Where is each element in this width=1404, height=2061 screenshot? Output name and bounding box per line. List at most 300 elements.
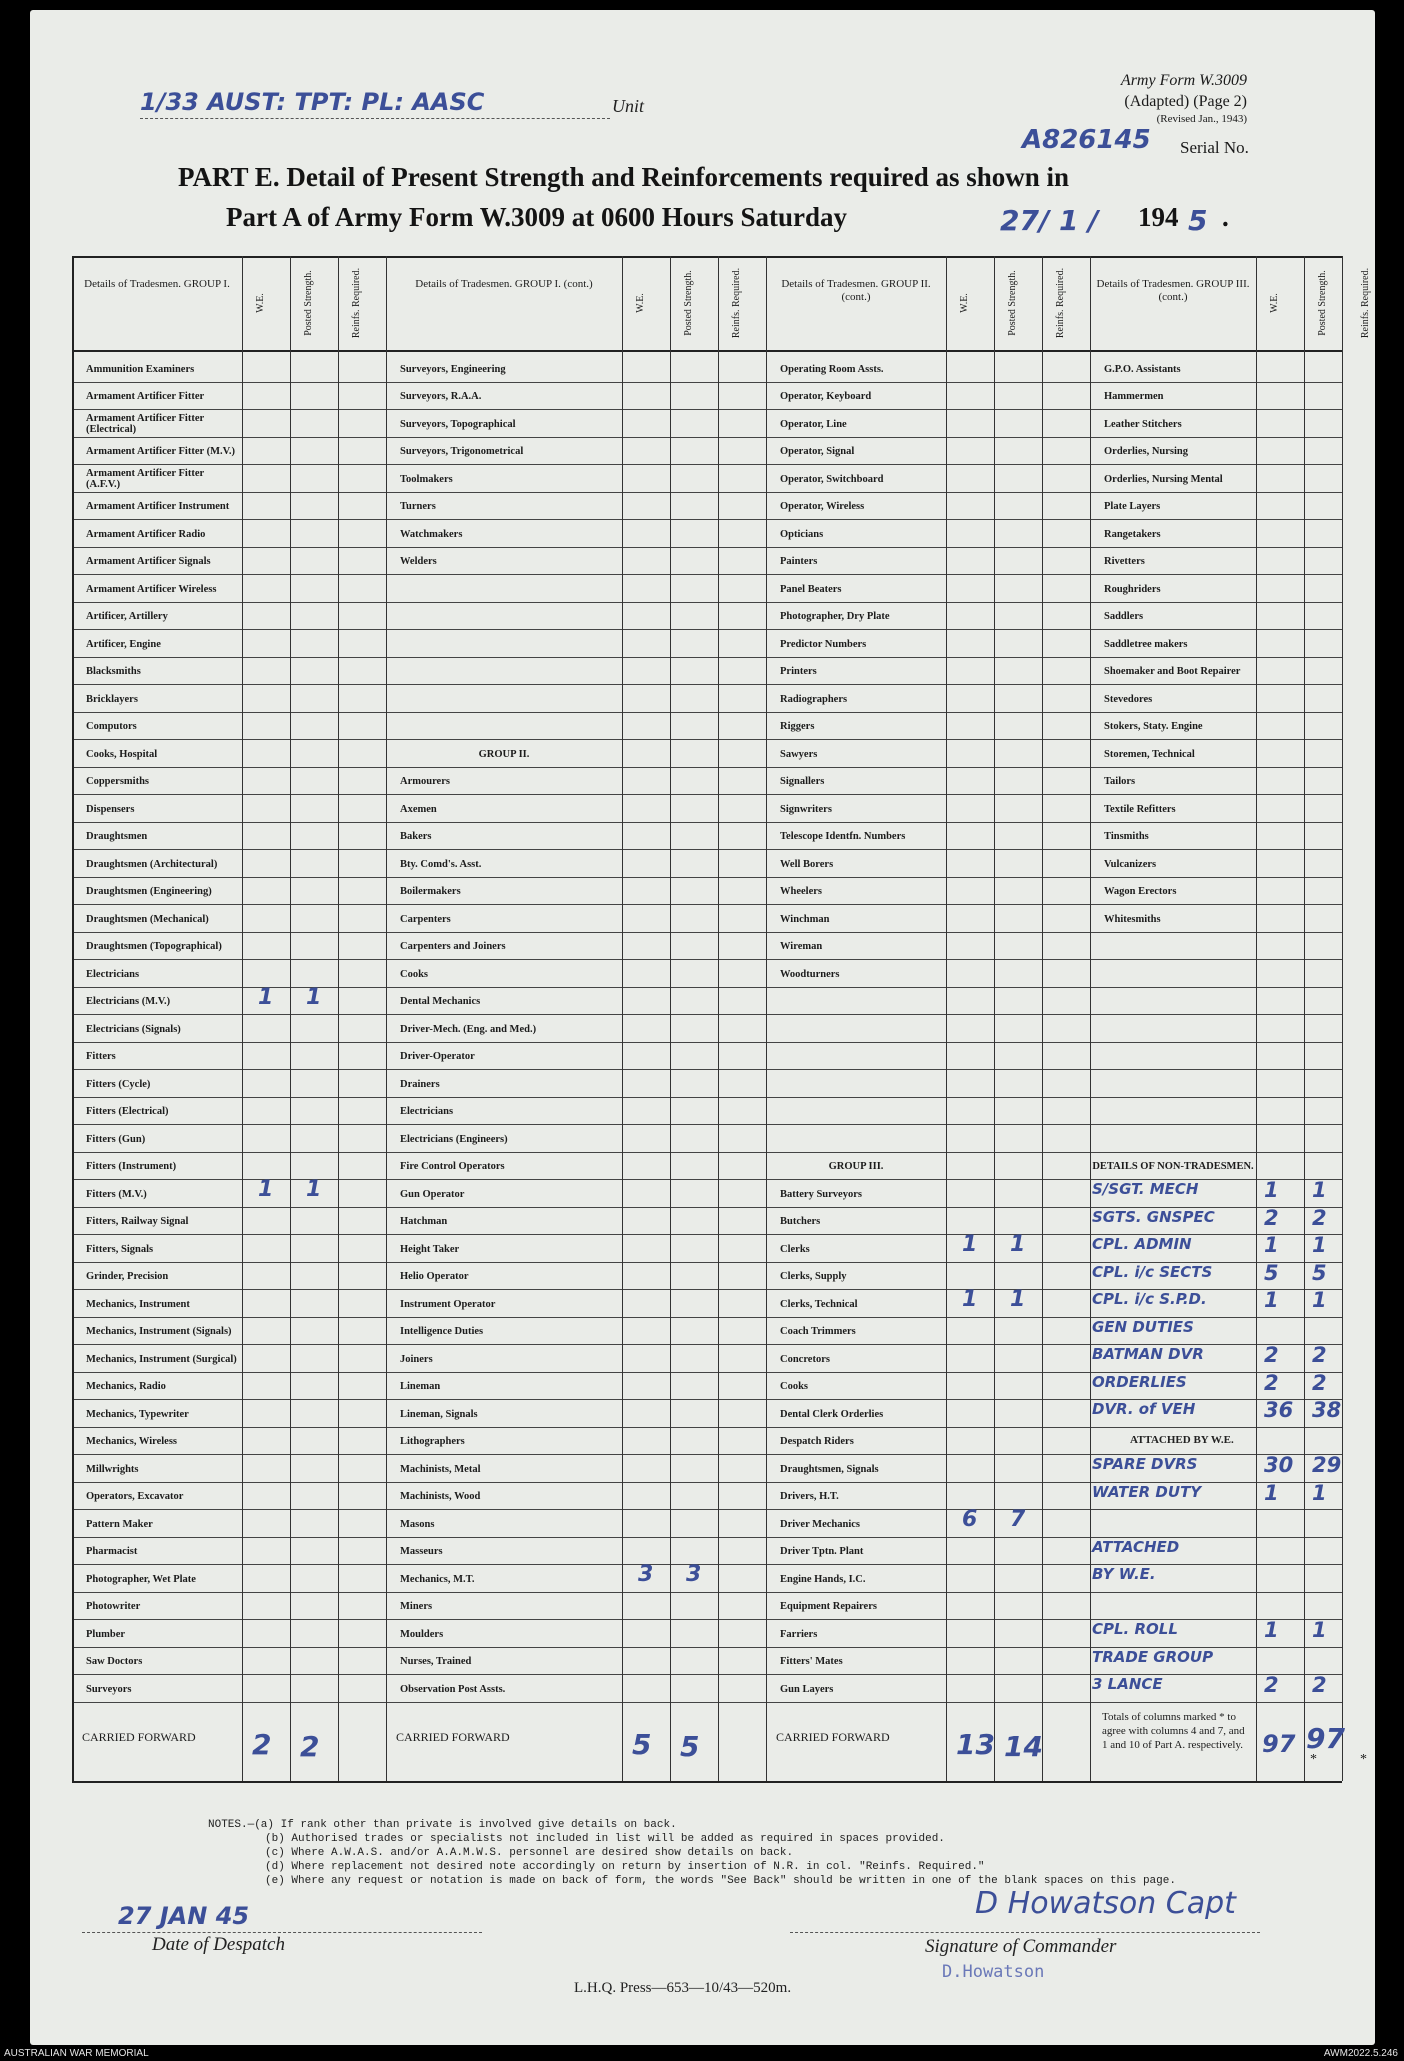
trade-label: Clerks, Technical — [780, 1298, 858, 1310]
trade-label: Surveyors, Engineering — [400, 363, 506, 375]
trade-label: Mechanics, Wireless — [86, 1436, 177, 1448]
column-line — [1090, 256, 1091, 1781]
non-tradesman-we: 2 — [1264, 1370, 1279, 1395]
row-line — [72, 959, 1342, 960]
non-tradesman-name: BY W.E. — [1092, 1565, 1156, 1583]
non-tradesman-we: 2 — [1264, 1205, 1279, 1230]
trade-label: Clerks, Supply — [780, 1271, 847, 1283]
trade-label: Nurses, Trained — [400, 1656, 472, 1668]
note-d: (d) Where replacement not desired note accordingly on return by insertion of N.R. in col. "Reinfs. Required." — [265, 1861, 985, 1873]
trade-label: Boilermakers — [400, 886, 461, 898]
trade-label: Coppersmiths — [86, 776, 150, 788]
entry-posted: 1 — [1010, 1232, 1026, 1257]
non-tradesman-posted: 2 — [1312, 1343, 1327, 1367]
trade-label: Masseurs — [400, 1546, 443, 1558]
trade-label: Bty. Comd's. Asst. — [400, 858, 482, 870]
trade-label: Saddlers — [1104, 611, 1144, 623]
non-tradesman-posted: 2 — [1312, 1370, 1327, 1395]
trade-label: Electricians — [86, 968, 140, 980]
trade-label: Well Borers — [780, 858, 834, 870]
trade-label: Fitters (M.V.) — [86, 1188, 147, 1200]
entry-we: 1 — [258, 1177, 274, 1202]
non-tradesman-we: 1 — [1264, 1618, 1279, 1642]
non-tradesman-we: 2 — [1264, 1673, 1279, 1697]
entry-we: 1 — [962, 1287, 978, 1312]
trade-label: Cooks — [780, 1381, 809, 1393]
col-header-we: W.E. — [635, 293, 646, 313]
col-header-posted: Posted Strength. — [1317, 270, 1328, 336]
trade-label: Operators, Excavator — [86, 1491, 184, 1503]
row-line — [72, 794, 1342, 795]
row-line — [72, 1069, 1342, 1070]
col-header-we: W.E. — [255, 293, 266, 313]
trade-label: G.P.O. Assistants — [1104, 363, 1181, 375]
carried-forward-we: 13 — [956, 1727, 995, 1761]
non-tradesman-posted: 29 — [1312, 1453, 1342, 1477]
trade-label: Telescope Identfn. Numbers — [780, 831, 906, 843]
trade-label: Vulcanizers — [1104, 858, 1157, 870]
non-tradesman-name: DVR. of VEH — [1092, 1400, 1196, 1418]
entry-we: 1 — [962, 1232, 978, 1257]
col-header-we: W.E. — [1269, 293, 1280, 313]
trade-label: Coach Trimmers — [780, 1326, 856, 1338]
non-tradesman-we: 36 — [1264, 1398, 1294, 1422]
trade-label: Pharmacist — [86, 1546, 138, 1558]
trade-label: Machinists, Metal — [400, 1463, 481, 1475]
non-tradesman-posted: 1 — [1312, 1178, 1327, 1202]
unit-line — [140, 118, 610, 119]
trade-label: Dental Mechanics — [400, 996, 481, 1008]
non-tradesman-name: TRADE GROUP — [1092, 1647, 1214, 1666]
trade-label: Operator, Switchboard — [780, 473, 884, 485]
trade-label: Winchman — [780, 913, 830, 925]
trade-label: Artificer, Engine — [86, 638, 161, 650]
trade-label: Draughtsmen (Mechanical) — [86, 913, 209, 925]
row-line — [72, 1124, 1342, 1125]
date-handwritten: 27/ 1 / — [1000, 204, 1099, 237]
trade-label: Height Taker — [400, 1243, 460, 1255]
non-tradesman-name: BATMAN DVR — [1092, 1345, 1204, 1363]
trade-label: Artificer, Artillery — [86, 611, 168, 623]
trade-label: Armament Artificer Wireless — [86, 583, 217, 595]
carried-forward-label: CARRIED FORWARD — [82, 1729, 196, 1744]
trade-label: Ammunition Examiners — [86, 363, 195, 375]
trade-label: Shoemaker and Boot Repairer — [1104, 666, 1241, 678]
row-line — [72, 1014, 1342, 1015]
carried-forward-posted: 5 — [680, 1729, 700, 1763]
trade-label: Signallers — [780, 776, 825, 788]
col-header-reinfs: Reinfs. Required. — [731, 267, 742, 339]
col-header-reinfs: Reinfs. Required. — [1360, 267, 1371, 339]
trade-label: Plate Layers — [1104, 501, 1161, 513]
row-line — [72, 904, 1342, 905]
note-b: (b) Authorised trades or specialists not included in list will be added as required in spaces provided. — [265, 1833, 945, 1845]
trade-label: Helio Operator — [400, 1271, 469, 1283]
trade-label: Joiners — [400, 1353, 433, 1365]
row-line — [72, 629, 1342, 630]
carried-forward-posted: 2 — [300, 1729, 320, 1763]
row-line — [72, 1152, 1342, 1153]
trade-label: Woodturners — [780, 968, 840, 980]
trade-label: Tinsmiths — [1104, 831, 1149, 843]
group-header-2: Details of Tradesmen. GROUP I. (cont.) — [415, 278, 593, 290]
trade-label: Panel Beaters — [780, 583, 842, 595]
carried-forward-posted: 14 — [1004, 1729, 1043, 1763]
trade-label: Operator, Line — [780, 418, 847, 430]
note-a: NOTES.—(a) If rank other than private is involved give details on back. — [208, 1819, 677, 1831]
non-tradesman-name: ATTACHED BY W.E. — [1130, 1433, 1234, 1446]
non-tradesman-name: WATER DUTY — [1092, 1482, 1202, 1501]
trade-label: Armament Artificer Radio — [86, 528, 206, 540]
trade-label: Stokers, Staty. Engine — [1104, 721, 1203, 733]
form-revised: (Revised Jan., 1943) — [1156, 113, 1247, 125]
row-line — [72, 767, 1342, 768]
trade-label: GROUP II. — [478, 748, 530, 760]
trade-label: Mechanics, Instrument (Signals) — [86, 1326, 232, 1338]
trade-label: Fitters, Signals — [86, 1243, 154, 1255]
row-line — [72, 877, 1342, 878]
trade-label: Instrument Operator — [400, 1298, 496, 1310]
column-line — [242, 256, 243, 1781]
trade-label: Battery Surveyors — [780, 1188, 862, 1200]
column-line — [290, 256, 291, 1781]
row-line — [72, 1702, 1342, 1703]
trade-label: Fire Control Operators — [400, 1161, 505, 1173]
non-tradesman-name: GEN DUTIES — [1092, 1317, 1194, 1336]
trade-label: Armament Artificer Instrument — [86, 501, 230, 513]
row-line — [72, 492, 1342, 493]
trade-label: Cooks — [400, 968, 429, 980]
non-tradesman-name: CPL. ADMIN — [1092, 1235, 1192, 1253]
trade-label: Axemen — [400, 803, 437, 815]
trade-label: Armament Artificer Fitter (Electrical) — [86, 413, 204, 436]
row-line — [72, 712, 1342, 713]
trade-label: GROUP III. — [828, 1161, 884, 1173]
row-line — [72, 822, 1342, 823]
trade-label: Electricians (Engineers) — [400, 1133, 508, 1145]
trade-label: Gun Layers — [780, 1683, 834, 1695]
column-line — [1304, 256, 1305, 1781]
trade-label: Observation Post Assts. — [400, 1683, 506, 1695]
trade-label: Farriers — [780, 1628, 818, 1640]
totals-note: Totals of columns marked * to agree with columns 4 and 7, and 1 and 10 of Part A. respectively. — [1102, 1710, 1245, 1751]
trade-label: Draughtsmen (Architectural) — [86, 858, 218, 870]
trade-label: Operator, Keyboard — [780, 391, 872, 403]
row-line — [72, 849, 1342, 850]
trade-label: Wireman — [780, 941, 823, 953]
trade-label: Operating Room Assts. — [780, 363, 884, 375]
trade-label: Equipment Repairers — [780, 1601, 877, 1613]
row-line — [72, 547, 1342, 548]
non-tradesman-we: 1 — [1264, 1233, 1279, 1257]
serial-label: Serial No. — [1180, 138, 1249, 157]
signature-line — [790, 1932, 1260, 1933]
table-bottom-border — [72, 1781, 1342, 1783]
trade-label: Mechanics, M.T. — [400, 1573, 475, 1585]
form-name: Army Form W.3009 — [1120, 72, 1247, 89]
entry-we: 1 — [258, 984, 274, 1010]
non-tradesman-posted: 38 — [1312, 1398, 1342, 1422]
trade-label: Surveyors, Trigonometrical — [400, 446, 524, 458]
trade-label: Grinder, Precision — [86, 1271, 169, 1283]
trade-label: Turners — [400, 501, 436, 513]
trade-label: Computors — [86, 721, 137, 733]
trade-label: Mechanics, Radio — [86, 1381, 166, 1393]
trade-label: Fitters (Cycle) — [86, 1078, 151, 1090]
non-tradesman-posted: 5 — [1312, 1260, 1327, 1285]
trade-label: Printers — [780, 666, 817, 678]
col-header-reinfs: Reinfs. Required. — [351, 267, 362, 339]
non-tradesman-posted: 2 — [1312, 1205, 1327, 1230]
table-top-border — [72, 256, 1342, 258]
non-tradesman-posted: 1 — [1312, 1480, 1327, 1505]
trade-label: Storemen, Technical — [1104, 748, 1195, 760]
trade-label: Electricians (M.V.) — [86, 996, 171, 1008]
trade-label: Despatch Riders — [780, 1436, 854, 1448]
form-adapted: (Adapted) (Page 2) — [1124, 93, 1247, 110]
trade-label: Mechanics, Instrument — [86, 1298, 190, 1310]
trade-label: Lineman, Signals — [400, 1408, 478, 1420]
trade-label: Operator, Signal — [780, 446, 855, 458]
trade-label: Pattern Maker — [86, 1518, 153, 1530]
column-line — [1342, 256, 1343, 1781]
trade-label: Lineman — [400, 1381, 441, 1393]
trade-label: Machinists, Wood — [400, 1491, 481, 1503]
row-line — [72, 1097, 1342, 1098]
trade-label: Draughtsmen (Topographical) — [86, 941, 222, 953]
non-tradesman-name: SGTS. GNSPEC — [1092, 1207, 1215, 1226]
row-line — [72, 519, 1342, 520]
row-line — [72, 684, 1342, 685]
trade-label: DETAILS OF NON-TRADESMEN. — [1092, 1161, 1254, 1173]
trade-label: Whitesmiths — [1104, 913, 1161, 925]
trade-label: Hammermen — [1104, 391, 1164, 403]
notes-block — [208, 1818, 1176, 1888]
unit-handwritten: 1/33 AUST: TPT: PL: AASC — [140, 88, 485, 116]
column-line — [766, 256, 767, 1781]
non-tradesman-name: 3 LANCE — [1092, 1675, 1163, 1693]
trade-label: Plumber — [86, 1628, 126, 1640]
non-tradesman-we: 2 — [1264, 1343, 1279, 1367]
row-line — [72, 1042, 1342, 1043]
table-left-border — [72, 256, 74, 1781]
non-tradesman-posted: 2 — [1312, 1673, 1327, 1697]
archive-caption-right: AWM2022.5.246 — [1323, 2048, 1398, 2059]
despatch-date: 27 JAN 45 — [118, 1902, 250, 1930]
trade-label: Orderlies, Nursing Mental — [1104, 473, 1223, 485]
trade-label: Blacksmiths — [86, 666, 141, 678]
trade-label: Fitters (Instrument) — [86, 1161, 177, 1173]
trade-label: Moulders — [400, 1628, 444, 1640]
trade-label: Fitters' Mates — [780, 1656, 843, 1668]
trade-label: Photographer, Dry Plate — [780, 611, 890, 623]
trade-label: Dental Clerk Orderlies — [780, 1408, 884, 1420]
trade-label: Saw Doctors — [86, 1656, 143, 1668]
trade-label: Sawyers — [780, 748, 818, 760]
trade-label: Lithographers — [400, 1436, 465, 1448]
trade-label: Driver Tptn. Plant — [780, 1546, 864, 1558]
trade-label: Armament Artificer Signals — [86, 556, 211, 568]
despatch-line — [82, 1932, 482, 1933]
non-tradesman-name: CPL. i/c SECTS — [1092, 1262, 1213, 1281]
trade-label: Saddletree makers — [1104, 638, 1188, 650]
row-line — [72, 602, 1342, 603]
date-dot: . — [1222, 202, 1229, 232]
table-header-border — [72, 350, 1342, 352]
carried-forward-we: 5 — [632, 1727, 652, 1761]
trade-label: Armament Artificer Fitter — [86, 391, 205, 403]
non-tradesman-name: S/SGT. MECH — [1092, 1180, 1199, 1198]
trade-label: Wheelers — [780, 886, 822, 898]
trade-label: Electricians — [400, 1106, 454, 1118]
row-line — [72, 1509, 1342, 1510]
column-line — [1042, 256, 1043, 1781]
trade-label: Armament Artificer Fitter (M.V.) — [86, 446, 235, 458]
row-line — [72, 1592, 1342, 1593]
trade-label: Operator, Wireless — [780, 501, 865, 513]
non-tradesman-we: 30 — [1264, 1453, 1294, 1477]
row-line — [72, 382, 1342, 383]
trade-label: Photographer, Wet Plate — [86, 1573, 196, 1585]
entry-posted: 7 — [1010, 1507, 1026, 1532]
row-line — [72, 657, 1342, 658]
carried-forward-we: 2 — [252, 1727, 272, 1761]
despatch-label: Date of Despatch — [152, 1934, 285, 1955]
non-tradesman-we: 1 — [1264, 1178, 1279, 1202]
column-line — [1256, 256, 1257, 1781]
row-line — [72, 574, 1342, 575]
trade-label: Driver-Operator — [400, 1051, 475, 1063]
trade-label: Signwriters — [780, 803, 832, 815]
entry-we: 6 — [962, 1507, 978, 1532]
entry-posted: 1 — [1010, 1287, 1026, 1312]
trade-label: Fitters, Railway Signal — [86, 1216, 189, 1228]
column-line — [718, 256, 719, 1781]
total-we: 97 — [1262, 1729, 1296, 1758]
column-line — [994, 256, 995, 1781]
non-tradesman-name: ATTACHED — [1092, 1537, 1180, 1556]
carried-forward-label: CARRIED FORWARD — [776, 1729, 890, 1744]
trade-label: Welders — [400, 556, 437, 568]
group-header-3: Details of Tradesmen. GROUP II. (cont.) — [781, 278, 931, 303]
row-line — [72, 437, 1342, 438]
unit-label: Unit — [612, 96, 645, 116]
trade-label: Draughtsmen, Signals — [780, 1463, 879, 1475]
note-e: (e) Where any request or notation is made on back of form, the words "See Back" should be written in one of the blank spaces on this page. — [265, 1875, 1176, 1887]
trade-label: Electricians (Signals) — [86, 1023, 181, 1035]
column-line — [670, 256, 671, 1781]
strength-table — [72, 256, 1371, 1781]
trade-label: Clerks — [780, 1243, 810, 1255]
commander-name-stamp: D.Howatson — [942, 1962, 1045, 1982]
trade-label: Riggers — [780, 721, 815, 733]
group-header-1: Details of Tradesmen. GROUP I. — [84, 278, 230, 290]
trade-label: Driver Mechanics — [780, 1518, 860, 1530]
signature-label: Signature of Commander — [925, 1936, 1117, 1957]
trade-label: Fitters — [86, 1051, 116, 1063]
note-c: (c) Where A.W.A.S. and/or A.A.M.W.S. personnel are desired show details on back. — [265, 1847, 794, 1859]
non-tradesman-we: 5 — [1264, 1260, 1279, 1285]
date-year-hw: 5 — [1188, 204, 1208, 237]
trade-label: Rivetters — [1104, 556, 1145, 568]
trade-label: Concretors — [780, 1353, 830, 1365]
commander-signature: D Howatson Capt — [975, 1886, 1236, 1921]
trade-label: Surveyors — [86, 1683, 132, 1695]
trade-label: Bricklayers — [86, 693, 138, 705]
trade-label: Gun Operator — [400, 1188, 465, 1200]
trade-label: Watchmakers — [400, 528, 463, 540]
non-tradesman-name: SPARE DVRS — [1092, 1455, 1198, 1473]
row-line — [72, 1427, 1342, 1428]
col-header-reinfs: Reinfs. Required. — [1055, 267, 1066, 339]
date-year-print: 194 — [1138, 202, 1179, 232]
trade-label: Millwrights — [86, 1463, 139, 1475]
press-mark: L.H.Q. Press—653—10/43—520m. — [574, 1980, 792, 1996]
column-line — [386, 256, 387, 1781]
trade-label: Drainers — [400, 1078, 440, 1090]
page-title-line2: Part A of Army Form W.3009 at 0600 Hours Saturday — [226, 202, 847, 232]
non-tradesman-name: ORDERLIES — [1092, 1372, 1187, 1391]
trade-label: Armament Artificer Fitter (A.F.V.) — [86, 468, 204, 491]
carried-forward-label: CARRIED FORWARD — [396, 1729, 510, 1744]
trade-label: Radiographers — [780, 693, 848, 705]
row-line — [72, 464, 1342, 465]
col-header-we: W.E. — [959, 293, 970, 313]
trade-label: Surveyors, R.A.A. — [400, 391, 482, 403]
trade-label: Armourers — [400, 776, 450, 788]
trade-label: Masons — [400, 1518, 435, 1530]
col-header-posted: Posted Strength. — [683, 270, 694, 336]
row-line — [72, 409, 1342, 410]
column-line — [338, 256, 339, 1781]
row-line — [72, 932, 1342, 933]
archive-caption-left: AUSTRALIAN WAR MEMORIAL — [4, 2048, 149, 2059]
entry-we: 3 — [638, 1562, 654, 1587]
trade-label: Hatchman — [400, 1216, 448, 1228]
trade-label: Surveyors, Topographical — [400, 418, 516, 430]
entry-posted: 1 — [306, 984, 322, 1010]
trade-label: Opticians — [780, 528, 824, 540]
non-tradesman-posted: 1 — [1312, 1288, 1327, 1312]
non-tradesman-we: 1 — [1264, 1288, 1279, 1312]
trade-label: Predictor Numbers — [780, 638, 867, 650]
trade-label: Draughtsmen — [86, 831, 148, 843]
trade-label: Stevedores — [1104, 693, 1153, 705]
total-star-posted: * — [1360, 1751, 1367, 1767]
trade-label: Butchers — [780, 1216, 821, 1228]
trade-label: Intelligence Duties — [400, 1326, 484, 1338]
total-posted: 97 — [1306, 1721, 1345, 1755]
trade-label: Fitters (Gun) — [86, 1133, 146, 1145]
row-line — [72, 739, 1342, 740]
column-line — [946, 256, 947, 1781]
total-star-we: * — [1310, 1751, 1317, 1767]
trade-label: Painters — [780, 556, 818, 568]
non-tradesman-posted: 1 — [1312, 1618, 1327, 1642]
trade-label: Miners — [400, 1601, 433, 1613]
serial-handwritten: A826145 — [1022, 125, 1151, 155]
trade-label: Textile Refitters — [1104, 803, 1176, 815]
trade-label: Draughtsmen (Engineering) — [86, 886, 212, 898]
col-header-posted: Posted Strength. — [1007, 270, 1018, 336]
trade-label: Cooks, Hospital — [86, 748, 158, 760]
trade-label: Fitters (Electrical) — [86, 1106, 169, 1118]
group-header-4: Details of Tradesmen. GROUP III. (cont.) — [1096, 278, 1250, 303]
non-tradesman-we: 1 — [1264, 1480, 1279, 1505]
trade-label: Bakers — [400, 831, 432, 843]
column-line — [622, 256, 623, 1781]
page-title-line1: PART E. Detail of Present Strength and Reinforcements required as shown in — [178, 162, 1070, 192]
